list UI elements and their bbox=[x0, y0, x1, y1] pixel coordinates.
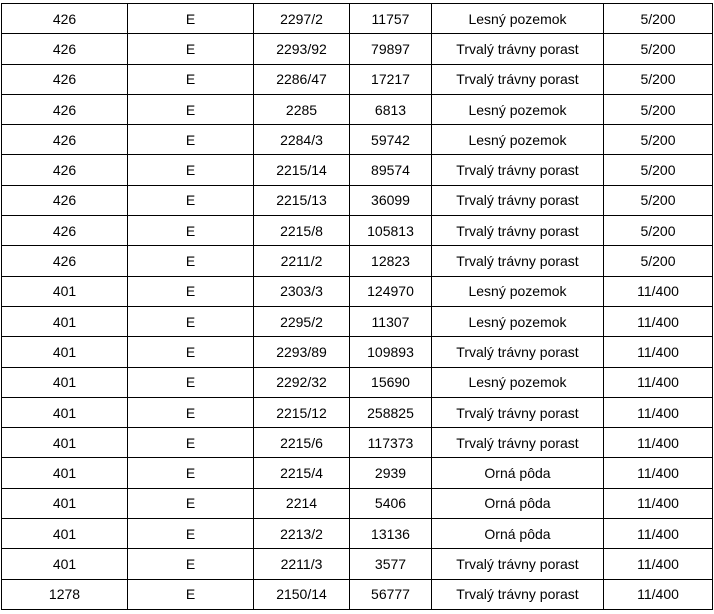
lv-number-cell: 426 bbox=[2, 246, 128, 276]
area-cell: 89574 bbox=[350, 155, 432, 185]
parcel-table bbox=[1, 3, 713, 610]
parcel-number-cell: 2215/13 bbox=[254, 185, 350, 215]
lv-number-cell: 1278 bbox=[2, 579, 128, 609]
register-cell: E bbox=[128, 428, 254, 458]
share-cell: 11/400 bbox=[604, 397, 713, 427]
lv-number-cell: 426 bbox=[2, 4, 128, 34]
table-row bbox=[2, 458, 713, 488]
area-cell: 59742 bbox=[350, 125, 432, 155]
area-cell: 124970 bbox=[350, 276, 432, 306]
share-cell: 11/400 bbox=[604, 458, 713, 488]
land-type-cell: Lesný pozemok bbox=[432, 367, 604, 397]
table-row bbox=[2, 306, 713, 336]
lv-number-cell: 426 bbox=[2, 94, 128, 124]
parcel-number-cell: 2215/6 bbox=[254, 428, 350, 458]
register-cell: E bbox=[128, 397, 254, 427]
land-type-cell: Lesný pozemok bbox=[432, 4, 604, 34]
parcel-number-cell: 2285 bbox=[254, 94, 350, 124]
area-cell: 56777 bbox=[350, 579, 432, 609]
share-cell: 5/200 bbox=[604, 94, 713, 124]
area-cell: 6813 bbox=[350, 94, 432, 124]
share-cell: 11/400 bbox=[604, 519, 713, 549]
register-cell: E bbox=[128, 185, 254, 215]
register-cell: E bbox=[128, 246, 254, 276]
parcel-number-cell: 2215/14 bbox=[254, 155, 350, 185]
parcel-number-cell: 2297/2 bbox=[254, 4, 350, 34]
share-cell: 11/400 bbox=[604, 367, 713, 397]
share-cell: 11/400 bbox=[604, 579, 713, 609]
register-cell: E bbox=[128, 367, 254, 397]
lv-number-cell: 426 bbox=[2, 216, 128, 246]
share-cell: 5/200 bbox=[604, 125, 713, 155]
land-type-cell: Trvalý trávny porast bbox=[432, 185, 604, 215]
area-cell: 15690 bbox=[350, 367, 432, 397]
share-cell: 11/400 bbox=[604, 488, 713, 518]
register-cell: E bbox=[128, 155, 254, 185]
lv-number-cell: 401 bbox=[2, 397, 128, 427]
area-cell: 2939 bbox=[350, 458, 432, 488]
register-cell: E bbox=[128, 125, 254, 155]
share-cell: 5/200 bbox=[604, 185, 713, 215]
share-cell: 5/200 bbox=[604, 64, 713, 94]
register-cell: E bbox=[128, 4, 254, 34]
land-type-cell: Orná pôda bbox=[432, 488, 604, 518]
table-row bbox=[2, 94, 713, 124]
register-cell: E bbox=[128, 276, 254, 306]
land-type-cell: Trvalý trávny porast bbox=[432, 397, 604, 427]
table-row bbox=[2, 34, 713, 64]
land-type-cell: Lesný pozemok bbox=[432, 94, 604, 124]
lv-number-cell: 401 bbox=[2, 549, 128, 579]
lv-number-cell: 426 bbox=[2, 155, 128, 185]
area-cell: 36099 bbox=[350, 185, 432, 215]
land-type-cell: Trvalý trávny porast bbox=[432, 216, 604, 246]
register-cell: E bbox=[128, 488, 254, 518]
parcel-number-cell: 2292/32 bbox=[254, 367, 350, 397]
area-cell: 11757 bbox=[350, 4, 432, 34]
table-row bbox=[2, 185, 713, 215]
share-cell: 11/400 bbox=[604, 428, 713, 458]
register-cell: E bbox=[128, 579, 254, 609]
area-cell: 13136 bbox=[350, 519, 432, 549]
register-cell: E bbox=[128, 34, 254, 64]
share-cell: 5/200 bbox=[604, 4, 713, 34]
register-cell: E bbox=[128, 458, 254, 488]
register-cell: E bbox=[128, 337, 254, 367]
lv-number-cell: 401 bbox=[2, 337, 128, 367]
table-row bbox=[2, 64, 713, 94]
table-row bbox=[2, 367, 713, 397]
parcel-number-cell: 2214 bbox=[254, 488, 350, 518]
parcel-number-cell: 2215/8 bbox=[254, 216, 350, 246]
land-type-cell: Orná pôda bbox=[432, 519, 604, 549]
area-cell: 17217 bbox=[350, 64, 432, 94]
register-cell: E bbox=[128, 64, 254, 94]
register-cell: E bbox=[128, 519, 254, 549]
table-row bbox=[2, 4, 713, 34]
parcel-number-cell: 2213/2 bbox=[254, 519, 350, 549]
land-type-cell: Trvalý trávny porast bbox=[432, 64, 604, 94]
area-cell: 5406 bbox=[350, 488, 432, 518]
parcel-number-cell: 2211/3 bbox=[254, 549, 350, 579]
share-cell: 11/400 bbox=[604, 276, 713, 306]
land-type-cell: Trvalý trávny porast bbox=[432, 337, 604, 367]
area-cell: 12823 bbox=[350, 246, 432, 276]
area-cell: 79897 bbox=[350, 34, 432, 64]
table-row bbox=[2, 579, 713, 609]
share-cell: 11/400 bbox=[604, 306, 713, 336]
register-cell: E bbox=[128, 94, 254, 124]
table-row bbox=[2, 125, 713, 155]
land-type-cell: Lesný pozemok bbox=[432, 306, 604, 336]
share-cell: 11/400 bbox=[604, 549, 713, 579]
area-cell: 11307 bbox=[350, 306, 432, 336]
area-cell: 117373 bbox=[350, 428, 432, 458]
table-row bbox=[2, 276, 713, 306]
parcel-number-cell: 2293/92 bbox=[254, 34, 350, 64]
land-type-cell: Trvalý trávny porast bbox=[432, 549, 604, 579]
table-row bbox=[2, 488, 713, 518]
table-row bbox=[2, 246, 713, 276]
parcel-number-cell: 2215/4 bbox=[254, 458, 350, 488]
table-row bbox=[2, 337, 713, 367]
share-cell: 11/400 bbox=[604, 337, 713, 367]
lv-number-cell: 401 bbox=[2, 519, 128, 549]
register-cell: E bbox=[128, 549, 254, 579]
area-cell: 258825 bbox=[350, 397, 432, 427]
land-type-cell: Lesný pozemok bbox=[432, 125, 604, 155]
area-cell: 105813 bbox=[350, 216, 432, 246]
parcel-number-cell: 2150/14 bbox=[254, 579, 350, 609]
table-row bbox=[2, 216, 713, 246]
share-cell: 5/200 bbox=[604, 246, 713, 276]
share-cell: 5/200 bbox=[604, 155, 713, 185]
parcel-number-cell: 2303/3 bbox=[254, 276, 350, 306]
table-row bbox=[2, 155, 713, 185]
table-row bbox=[2, 519, 713, 549]
table-row bbox=[2, 428, 713, 458]
parcel-number-cell: 2284/3 bbox=[254, 125, 350, 155]
land-type-cell: Trvalý trávny porast bbox=[432, 155, 604, 185]
parcel-number-cell: 2295/2 bbox=[254, 306, 350, 336]
parcel-number-cell: 2286/47 bbox=[254, 64, 350, 94]
share-cell: 5/200 bbox=[604, 216, 713, 246]
lv-number-cell: 401 bbox=[2, 306, 128, 336]
land-type-cell: Orná pôda bbox=[432, 458, 604, 488]
area-cell: 3577 bbox=[350, 549, 432, 579]
lv-number-cell: 401 bbox=[2, 428, 128, 458]
land-type-cell: Lesný pozemok bbox=[432, 276, 604, 306]
lv-number-cell: 426 bbox=[2, 185, 128, 215]
lv-number-cell: 401 bbox=[2, 458, 128, 488]
land-type-cell: Trvalý trávny porast bbox=[432, 579, 604, 609]
land-type-cell: Trvalý trávny porast bbox=[432, 428, 604, 458]
register-cell: E bbox=[128, 216, 254, 246]
lv-number-cell: 401 bbox=[2, 488, 128, 518]
share-cell: 5/200 bbox=[604, 34, 713, 64]
parcel-number-cell: 2211/2 bbox=[254, 246, 350, 276]
parcel-number-cell: 2215/12 bbox=[254, 397, 350, 427]
area-cell: 109893 bbox=[350, 337, 432, 367]
land-type-cell: Trvalý trávny porast bbox=[432, 34, 604, 64]
lv-number-cell: 426 bbox=[2, 125, 128, 155]
land-type-cell: Trvalý trávny porast bbox=[432, 246, 604, 276]
table-row bbox=[2, 397, 713, 427]
parcel-number-cell: 2293/89 bbox=[254, 337, 350, 367]
lv-number-cell: 401 bbox=[2, 276, 128, 306]
table-row bbox=[2, 549, 713, 579]
parcel-table-body bbox=[2, 4, 713, 610]
lv-number-cell: 426 bbox=[2, 34, 128, 64]
register-cell: E bbox=[128, 306, 254, 336]
lv-number-cell: 401 bbox=[2, 367, 128, 397]
lv-number-cell: 426 bbox=[2, 64, 128, 94]
